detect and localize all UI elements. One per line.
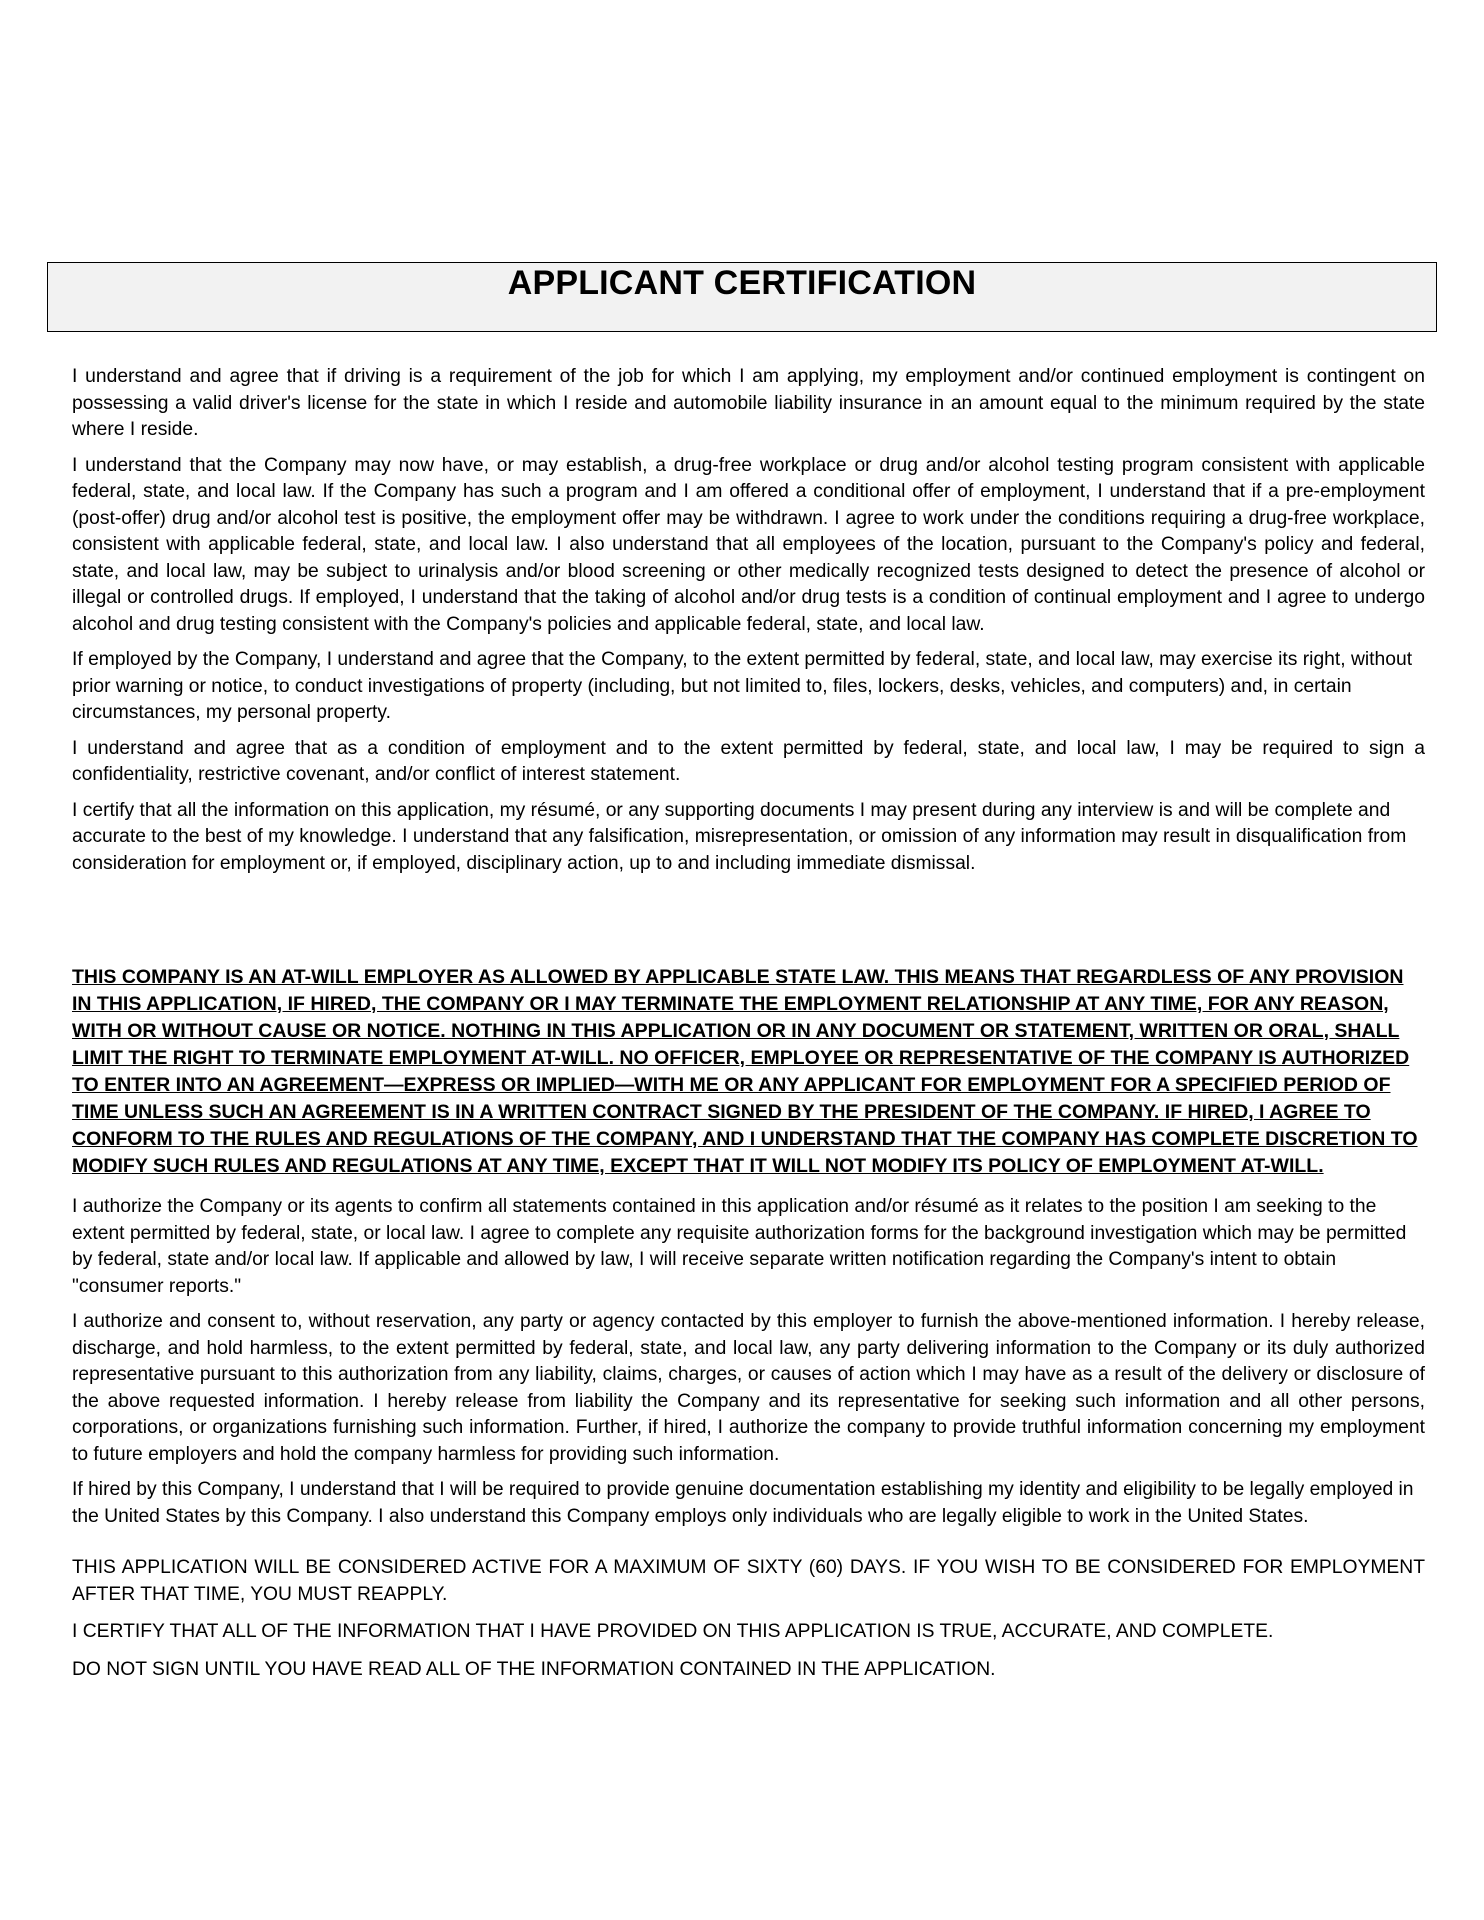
confidentiality-paragraph: I understand and agree that as a condition of employment and to the extent permitted by federal, state, and local law, I may be required to sign a confidentiality, restrictive covenant, and/or conflict of interest statement.: [72, 737, 1425, 785]
do-not-sign-statement: DO NOT SIGN UNTIL YOU HAVE READ ALL OF THE INFORMATION CONTAINED IN THE APPLICATION.: [72, 1658, 996, 1680]
release-paragraph: I authorize and consent to, without reservation, any party or agency contacted by this employer to furnish the above-mentioned information. I hereby release, discharge, and hold harmless, to the extent permitted by federal, state, and local law, any party delivering information to the Company or its duly authorized representative pursuant to this authorization from any liability, claims, charges, or causes of action which I may have as a result of the delivery or disclosure of the above requested information. I hereby release from liability the Company and its representative for seeking such information and all other persons, corporations, or organizations furnishing such information. Further, if hired, I authorize the company to provide truthful information concerning my employment to future employers and hold the company harmless for providing such information.: [72, 1311, 1425, 1465]
spacer: [72, 886, 1425, 964]
driving-requirement-paragraph: I understand and agree that if driving is a requirement of the job for which I am applying, my employment and/or continued employment is contingent on possessing a valid driver's license for the state in which I reside and automobile liability insurance in an amount equal to the minimum required by the state where I reside.: [72, 366, 1425, 440]
section-title-box: [47, 262, 1437, 332]
active-period-statement: THIS APPLICATION WILL BE CONSIDERED ACTIVE FOR A MAXIMUM OF SIXTY (60) DAYS. IF YOU WISH TO BE CONSIDERED FOR EMPLOYMENT AFTER THAT TIME, YOU MUST REAPPLY.: [72, 1557, 1425, 1605]
certify-statement: I CERTIFY THAT ALL OF THE INFORMATION THAT I HAVE PROVIDED ON THIS APPLICATION IS TRUE, ACCURATE, AND COMPLETE.: [72, 1621, 1274, 1642]
at-will-statement: THIS COMPANY IS AN AT-WILL EMPLOYER AS ALLOWED BY APPLICABLE STATE LAW. THIS MEANS THAT REGARDLESS OF ANY PROVISION IN THIS APPLICATION, IF HIRED, THE COMPANY OR I MAY TERMINATE THE EMPLOYMENT RELATIONSHIP AT ANY TIME, FOR ANY REASON, WITH OR WITHOUT CAUSE OR NOTICE. NOTHING IN THIS APPLICATION OR IN ANY DOCUMENT OR STATEMENT, WRITTEN OR ORAL, SHALL LIMIT THE RIGHT TO TERMINATE EMPLOYMENT AT-WILL. NO OFFICER, EMPLOYEE OR REPRESENTATIVE OF THE COMPANY IS AUTHORIZED TO ENTER INTO AN AGREEMENT—EXPRESS OR IMPLIED—WITH ME OR ANY APPLICANT FOR EMPLOYMENT FOR A SPECIFIED PERIOD OF TIME UNLESS SUCH AN AGREEMENT IS IN A WRITTEN CONTRACT SIGNED BY THE PRESIDENT OF THE COMPANY. IF HIRED, I AGREE TO CONFORM TO THE RULES AND REGULATIONS OF THE COMPANY, AND I UNDERSTAND THAT THE COMPANY HAS COMPLETE DISCRETION TO MODIFY SUCH RULES AND REGULATIONS AT ANY TIME, EXCEPT THAT IT WILL NOT MODIFY ITS POLICY OF EMPLOYMENT AT-WILL.: [72, 966, 1418, 1177]
page-title: APPLICANT CERTIFICATION: [507, 264, 977, 302]
certification-body: [72, 364, 1425, 1694]
authorization-paragraph: I authorize the Company or its agents to confirm all statements contained in this application and/or résumé as it relates to the position I am seeking to the extent permitted by federal, state, or local law. I agree to complete any requisite authorization forms for the background investigation which may be permitted by federal, state and/or local law. If applicable and allowed by law, I will receive separate written notification regarding the Company's intent to obtain "consumer reports.": [72, 1196, 1407, 1297]
drug-testing-paragraph: I understand that the Company may now have, or may establish, a drug-free workplace or drug and/or alcohol testing program consistent with applicable federal, state, and local law. If the Company has such a program and I am offered a conditional offer of employment, I understand that if a pre-employment (post-offer) drug and/or alcohol test is positive, the employment offer may be withdrawn. I agree to work under the conditions requiring a drug-free workplace, consistent with applicable federal, state, and local law. I also understand that all employees of the location, pursuant to the Company's policy and federal, state, and local law, may be subject to urinalysis and/or blood screening or other medically recognized tests designed to detect the presence of alcohol or illegal or controlled drugs. If employed, I understand that the taking of alcohol and/or drug tests is a condition of continual employment and I agree to undergo alcohol and drug testing consistent with the Company's policies and applicable federal, state, and local law.: [72, 454, 1425, 635]
eligibility-paragraph: If hired by this Company, I understand that I will be required to provide genuine documentation establishing my identity and eligibility to be legally employed in the United States by this Company. I also understand this Company employs only individuals who are legally eligible to work in the United States.: [72, 1479, 1414, 1527]
spacer: [72, 1539, 1425, 1555]
accuracy-certification-paragraph: I certify that all the information on this application, my résumé, or any supporting documents I may present during any interview is and will be complete and accurate to the best of my knowledge. I understand that any falsification, misrepresentation, or omission of any information may result in disqualification from consideration for employment or, if employed, disciplinary action, up to and including immediate dismissal.: [72, 799, 1407, 874]
property-investigation-paragraph: If employed by the Company, I understand and agree that the Company, to the extent permitted by federal, state, and local law, may exercise its right, without prior warning or notice, to conduct investigations of property (including, but not limited to, files, lockers, desks, vehicles, and computers) and, in certain circumstances, my personal property.: [72, 649, 1413, 723]
